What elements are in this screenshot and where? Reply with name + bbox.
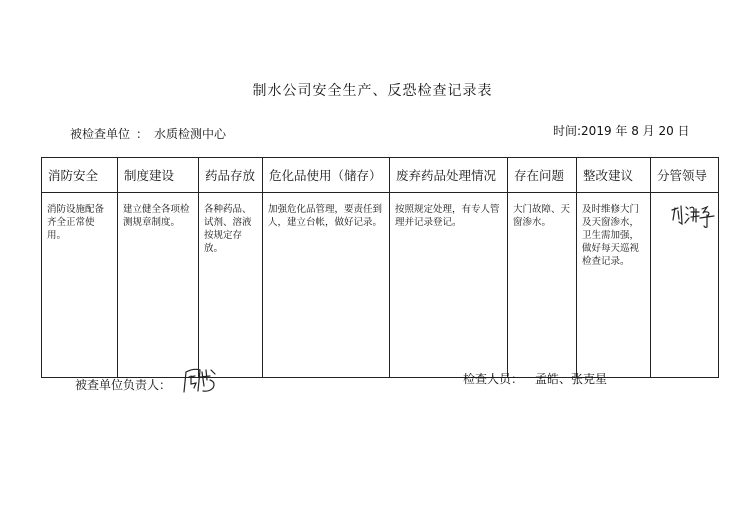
inspectors [463, 370, 607, 387]
cell-problems: 大门故障、天窗渗水。 [508, 193, 577, 378]
inspected-unit-label: 被检查单位 [70, 127, 131, 141]
header-leader: 分管领导 [651, 158, 719, 193]
inspectors-names: 孟皓、张克星 [535, 372, 608, 386]
cell-fire-safety: 消防设施配备齐全正常使用。 [42, 193, 118, 378]
responsible-label: 被查单位负责人： [75, 378, 172, 392]
inspection-record-table [41, 157, 719, 378]
label-separator: ： [136, 127, 149, 141]
header-waste-drug-handling: 废弃药品处理情况 [390, 158, 508, 193]
table-header-row [42, 158, 719, 193]
inspected-unit-value: 水质检测中心 [154, 127, 227, 141]
cell-waste-drug-handling: 按照规定处理，有专人管理并记录登记。 [390, 193, 508, 378]
header-hazmat-use: 危化品使用（储存） [263, 158, 390, 193]
cell-drug-storage: 各种药品、试剂、溶液按规定存放。 [199, 193, 263, 378]
cell-rectification: 及时维修大门及天窗渗水，卫生需加强，做好每天巡视检查记录。 [577, 193, 651, 378]
header-problems: 存在问题 [508, 158, 577, 193]
table-row [42, 193, 719, 378]
header-rectification: 整改建议 [577, 158, 651, 193]
header-system-building: 制度建设 [118, 158, 199, 193]
responsible-signature [180, 364, 220, 396]
inspected-unit [70, 125, 226, 142]
inspectors-label: 检查人员： [463, 372, 524, 386]
header-fire-safety: 消防安全 [42, 158, 118, 193]
leader-signature [669, 201, 717, 231]
inspection-date: 时间:2019 年 8 月 20 日 [553, 124, 690, 138]
cell-hazmat-use: 加强危化品管理，要责任到人，建立台帐，做好记录。 [263, 193, 390, 378]
cell-system-building: 建立健全各项检测规章制度。 [118, 193, 199, 378]
cell-leader [651, 193, 719, 378]
document-title: 制水公司安全生产、反恐检查记录表 [252, 83, 493, 99]
header-drug-storage: 药品存放 [199, 158, 263, 193]
